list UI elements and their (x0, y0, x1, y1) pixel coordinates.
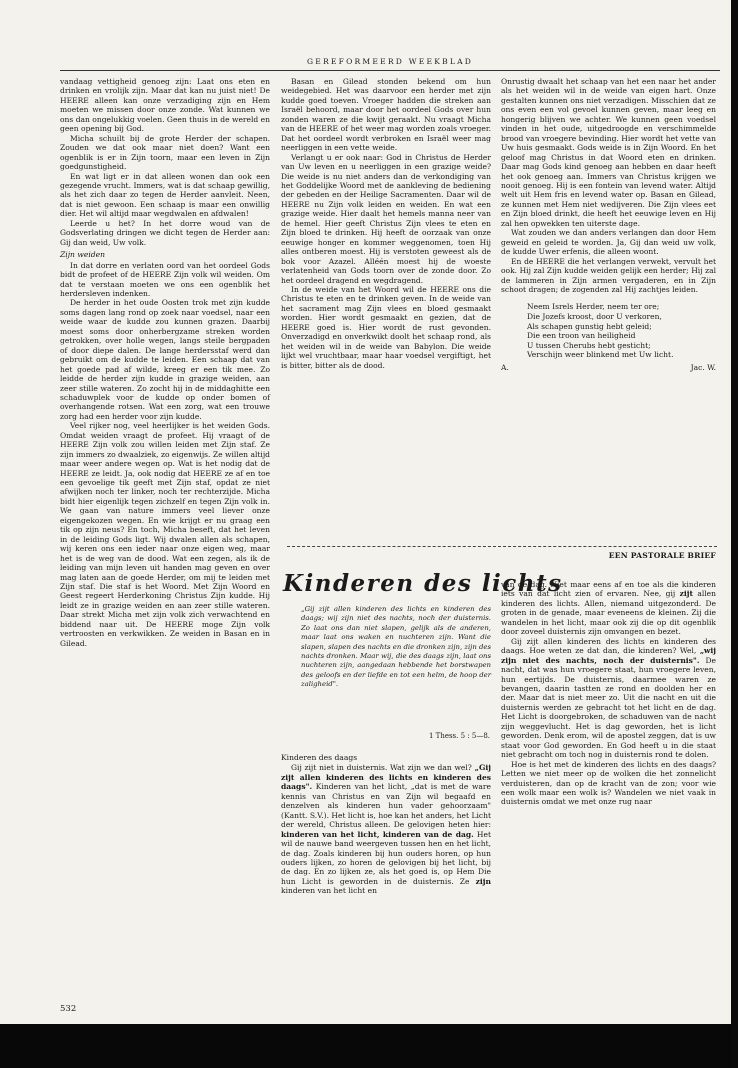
poem-line: Neem Isrels Herder, neem ter ore; (527, 302, 660, 312)
scan-border-bottom (0, 1024, 738, 1068)
text-run: van de dag. Niet maar eens af en toe als die kinderen iets van dat licht zien of ervaren. Nee, gij (501, 580, 716, 599)
poem (527, 302, 716, 360)
paragraph: En wat ligt er in dat alleen wonen dan ook een gezegende vrucht. Immers, wat is dat schaap gewillig, als het zich daar zo tegen de Herder aanvleit. Neen, dat is niet gewoon. Een schaap is maar een onwillig dier. Het wil altijd maar wegdwalen en afdwalen! (60, 171, 270, 219)
column-1 (60, 77, 270, 648)
paragraph: vandaag vettigheid genoeg zijn: Laat ons eten en drinken en vrolijk zijn. Maar dat kan nu juist niet! De HEERE alleen kan onze verzadiging zijn en Hem moeten we missen door onze zonde. Wat kunnen we ons dan ongelukkig voelen. Geen thuis in de wereld en geen opening bij God. (60, 77, 270, 134)
poem-line: Die een troon van heiligheid (527, 331, 636, 341)
article-column-1 (281, 750, 491, 896)
paragraph: Hoe is het met de kinderen des lichts en des daags? Letten we niet meer op de wolken die het zonnelicht verduisteren, dan op de kracht van de zon; voor wie een wolk maar een wolk is? Wandelen we niet vaak in duisternis omdat we met onze rug naar (501, 759, 716, 807)
emphasis: „Gij zijt allen kinderen des lichts en kinderen des daags". (281, 763, 491, 792)
article-title: Kinderen des lichts (283, 570, 563, 597)
column-3 (501, 77, 716, 372)
signature-author: Jac. W. (690, 362, 716, 372)
scripture-reference: 1 Thess. 5 : 5—8. (428, 732, 490, 740)
text-run: De nacht, dat was hun vroegere staat, hun vroegere leven, hun eertijds. De duisternis, daarmee waren ze bevangen, daarin tastten ze rond en doolden her en der. Maar dat is niet meer zo. Uit die nacht en uit die duisternis werden ze gebracht tot het licht en de dag. Het Licht is doorgebroken, de schaduwen van de nacht zijn weggevlucht. Het is dag geworden, het is licht geworden. Denk erom, wil de apostel zeggen, dat is uw staat voor God geworden. En God heeft u in die staat niet gebracht om toch nog in duisternis rond te dolen. (501, 655, 716, 760)
paragraph: Wat zouden we dan anders verlangen dan door Hem geweid en geleid te worden. Ja, Gij dan weid uw volk, de kudde Uwer erfenis, die alleen woont. (501, 228, 716, 257)
section-divider (287, 546, 717, 547)
poem-line: Verschijn weer blinkend met Uw licht. (527, 350, 674, 360)
text-run: Kinderen van het licht, „dat is met de ware kennis van Christus en van Zijn wil begaafd en denzelven als kinderen hun vader gehoorzaam" (Kantt. S.V.). Het licht is, hoe kan het anders, het Licht der wereld, Christus alleen. De gelovigen heten hier: (281, 782, 491, 830)
paragraph: De herder in het oude Oosten trok met zijn kudde soms dagen lang rond op zoek naar voedsel, naar een weide waar de kudde zou kunnen grazen. Daarbij moest soms door onherbergzame streken worden getrokken, over holle wegen, langs steile bergpaden of door diepe dalen. De lange herdersstaf werd dan gebruikt om de kudde te leiden. Een schaap dat van het goede pad af wilde, kreeg er een tik mee. Zo leidde de herder zijn kudde in grazige weiden, aan zeer stille wateren. Zo zocht hij in de middaghitte een schaduwplek voor de kudde op onder bomen of overhangende rotsen. Wat een zorg, wat een trouwe zorg had een herder voor zijn kudde. (60, 298, 270, 421)
poem-line: Als schapen gunstig hebt geleid; (527, 321, 652, 331)
page-number: 532 (60, 1004, 77, 1014)
running-header: GEREFORMEERD WEEKBLAD (306, 57, 474, 66)
text-run: kinderen van het licht en (281, 886, 377, 896)
article-kicker: EEN PASTORALE BRIEF (608, 551, 716, 560)
emphasis: kinderen van het licht, kinderen van de dag. (281, 829, 474, 839)
header-rule (60, 70, 720, 71)
text-run: allen kinderen des lichts. Allen, niemand uitgezonderd. De groten in de genade, maar eveneens de kleinen. Zij die wandelen in het licht, maar ook zij die op dit ogenblik door zoveel duisternis zijn omvangen en bezet. (501, 589, 716, 637)
text-run: Gij zijt allen kinderen des lichts en kinderen des daags. Hoe weten ze dat dan, die kinderen? Wel, (501, 636, 716, 656)
paragraph (501, 580, 716, 637)
paragraph (501, 637, 716, 760)
paragraph: In dat dorre en verlaten oord van het oordeel Gods bidt de profeet of de HEERE Zijn volk wil weiden. Om dat te verstaan moeten we ons een ogenblik het herdersleven indenken. (60, 260, 270, 298)
poem-line: Die Jozefs kroost, door U verkoren, (527, 312, 662, 322)
emphasis: zijt (679, 589, 693, 599)
epigraph: „Gij zijt allen kinderen des lichts en kinderen des daags; wij zijn niet des nachts, noch der duisternis. Zo laat ons dan niet slapen, gelijk als de anderen, maar laat ons waken en nuchteren zijn. Want die slapen, slapen des nachts en die dronken zijn, zijn des nachts dronken. Maar wij, die des daags zijn, laat ons nuchteren zijn, aangedaan hebbende het borstwapen des geloofs en der liefde en tot een helm, de hoop der zaligheid". (301, 605, 491, 689)
scan-border-right (731, 0, 738, 1068)
signature-initial: A. (501, 362, 509, 372)
paragraph: In de weide van het Woord wil de HEERE ons die Christus te eten en te drinken geven. In de weide van het sacrament mag Zijn vlees en bloed gesmaakt worden. Hier wordt gesmaakt en gezien, dat de HEERE goed is. Hier wordt de rust gevonden. Onverzadigd en onverkwikt doolt het schaap rond, als het weiden wil in de weide van Babylon. Die weide lijkt wel vruchtbaar, maar haar voedsel vergiftigt, het is bitter, bitter als de dood. (281, 284, 491, 370)
emphasis: zijn (475, 876, 491, 886)
paragraph: En de HEERE die het verlangen verwekt, vervult het ook. Hij zal Zijn kudde weiden gelijk een herder; Hij zal de lammeren in Zijn armen vergaderen, en in Zijn schoot dragen; de zogenden zal Hij zachtjes leiden. (501, 256, 716, 294)
section-heading: Zijn weiden (60, 250, 106, 260)
paragraph: Verlangt u er ook naar: God in Christus de Herder van Uw leven en u neerliggen in een grazige weide? Die weide is nu niet anders dan de verkondiging van het Goddelijke Woord met de aankleving de bediening der gebeden en der Heilige Sacramenten. Daar wil de HEERE nu Zijn volk leiden en weiden. En wat een grazige weide. Hier daalt het hemels manna neer van de hemel. Hier geeft Christus Zijn vlees te eten en Zijn bloed te drinken. Hij heeft de oorzaak van onze eeuwige honger en kommer weggenomen, toen Hij alles ontberen moest. Hij is verstoten geweest als de bok voor Azazel. Alléén moest hij de woeste verlatenheid van Gods toorn over de zonde door. Zo het oordeel dragend en wegdragend. (281, 152, 491, 285)
text-run: Gij zijt niet in duisternis. Wat zijn we dan wel? (291, 763, 475, 773)
paragraph: Onrustig dwaalt het schaap van het een naar het ander als het weiden wil in de weide van eigen hart. Onze gestalten kunnen ons niet verzadigen. Misschien dat ze ons even een vol gevoel kunnen geven, maar leeg en hongerig blijven we achter. We kunnen geen voedsel vinden in het oude, uitgedroogde en verschimmelde brood van vroegere bevinding. Hier wordt het vette van Uw huis gesmaakt. Gods weide is in Zijn Woord. En het geloof mag Christus in dat Woord eten en drinken. Daar mag Gods kind genoeg aan hebben en daar heeft het ook genoeg aan. Immers van Christus krijgen we nooit genoeg. Hij is een fontein van levend water. Altijd welt uit Hem fris en levend water op. Basan en Gilead, ze kunnen met Hem niet wedijveren. Die Zijn vlees eet en Zijn bloed drinkt, die heeft het eeuwige leven en Hij zal hen opwekken ten uiterste dage. (501, 77, 716, 228)
poem-line: U tussen Cherubs hebt gesticht; (527, 340, 651, 350)
signature (501, 363, 716, 372)
article-column-2 (501, 580, 716, 807)
paragraph: Leerde u het? In het dorre woud van de Godsverlating dringen we dicht tegen de Herder aan: Gij dan weid, Uw volk. (60, 218, 270, 247)
paragraph (281, 763, 491, 895)
column-2 (281, 77, 491, 370)
text-run: Het wil de nauwe band weergeven tussen hen en het licht, de dag. Zoals kinderen bij hun ouders horen, op hun ouders lijken, zo horen de gelovigen bij het licht, bij de dag. En zo lijken ze, als het goed is, op Hem Die hun Licht is geworden in de duisternis. Ze (281, 829, 491, 886)
section-heading: Kinderen des daags (281, 753, 358, 762)
emphasis: „wij zijn niet des nachts, noch der duisternis". (501, 646, 716, 665)
paragraph: Micha schuilt bij de grote Herder der schapen. Zouden we dat ook maar niet doen? Want een ogenblik is er in Zijn toorn, maar een leven in Zijn goedgunstigheid. (60, 133, 270, 172)
paragraph: Veel rijker nog, veel heerlijker is het weiden Gods. Omdat weiden vraagt de profeet. Hij vraagt of de HEERE Zijn volk zou willen leiden met Zijn staf. Ze zijn immers zo dwaalziek, zo eigenwijs. Ze willen altijd maar weer andere wegen op. Wat is het nodig dat de HEERE ze leidt. Ja, ook nodig dat HEERE ze af en toe een gevoelige tik geeft met Zijn staf, opdat ze niet afwijken noch ter linker, noch ter rechterzijde. Micha bidt hier eigenlijk tegen zichzelf en tegen Zijn volk in. We gaan van nature immers veel liever onze eigengekozen wegen. En wie krijgt er nu graag een tik op zijn neus? En toch, Micha beseft, dat het leven in de leiding Gods ligt. Wij dwalen allen als schapen, wij keren ons een ieder naar onze eigen weg, maar het is de weg van de dood. Wat een zegen, als ik de leiding van mijn leven uit handen mag geven en over mag laten aan de goede Herder, om mij te leiden met Zijn staf. Die staf is het Woord. Met Zijn Woord en Geest regeert Herderkoning Christus Zijn kudde. Hij leidt ze in grazige weiden en aan zeer stille wateren. Daar strekt Micha met zijn volk zich verwachtend en biddend naar uit. De HEERE moge Zijn volk vertroosten en verkwikken. Ze weiden in Basan en in Gilead. (60, 421, 270, 648)
paragraph: Basan en Gilead stonden bekend om hun weidegebied. Het was daarvoor een herder met zijn kudde goed toeven. Vroeger hadden die streken aan Israël behoord, maar door het oordeel Gods over hun zonden waren ze die kwijt geraakt. Nu vraagt Micha van de HEERE of het weer mag worden zoals vroeger. Dat het oordeel wordt verbroken en Israël weer mag neerliggen in een vette weide. (281, 77, 491, 153)
